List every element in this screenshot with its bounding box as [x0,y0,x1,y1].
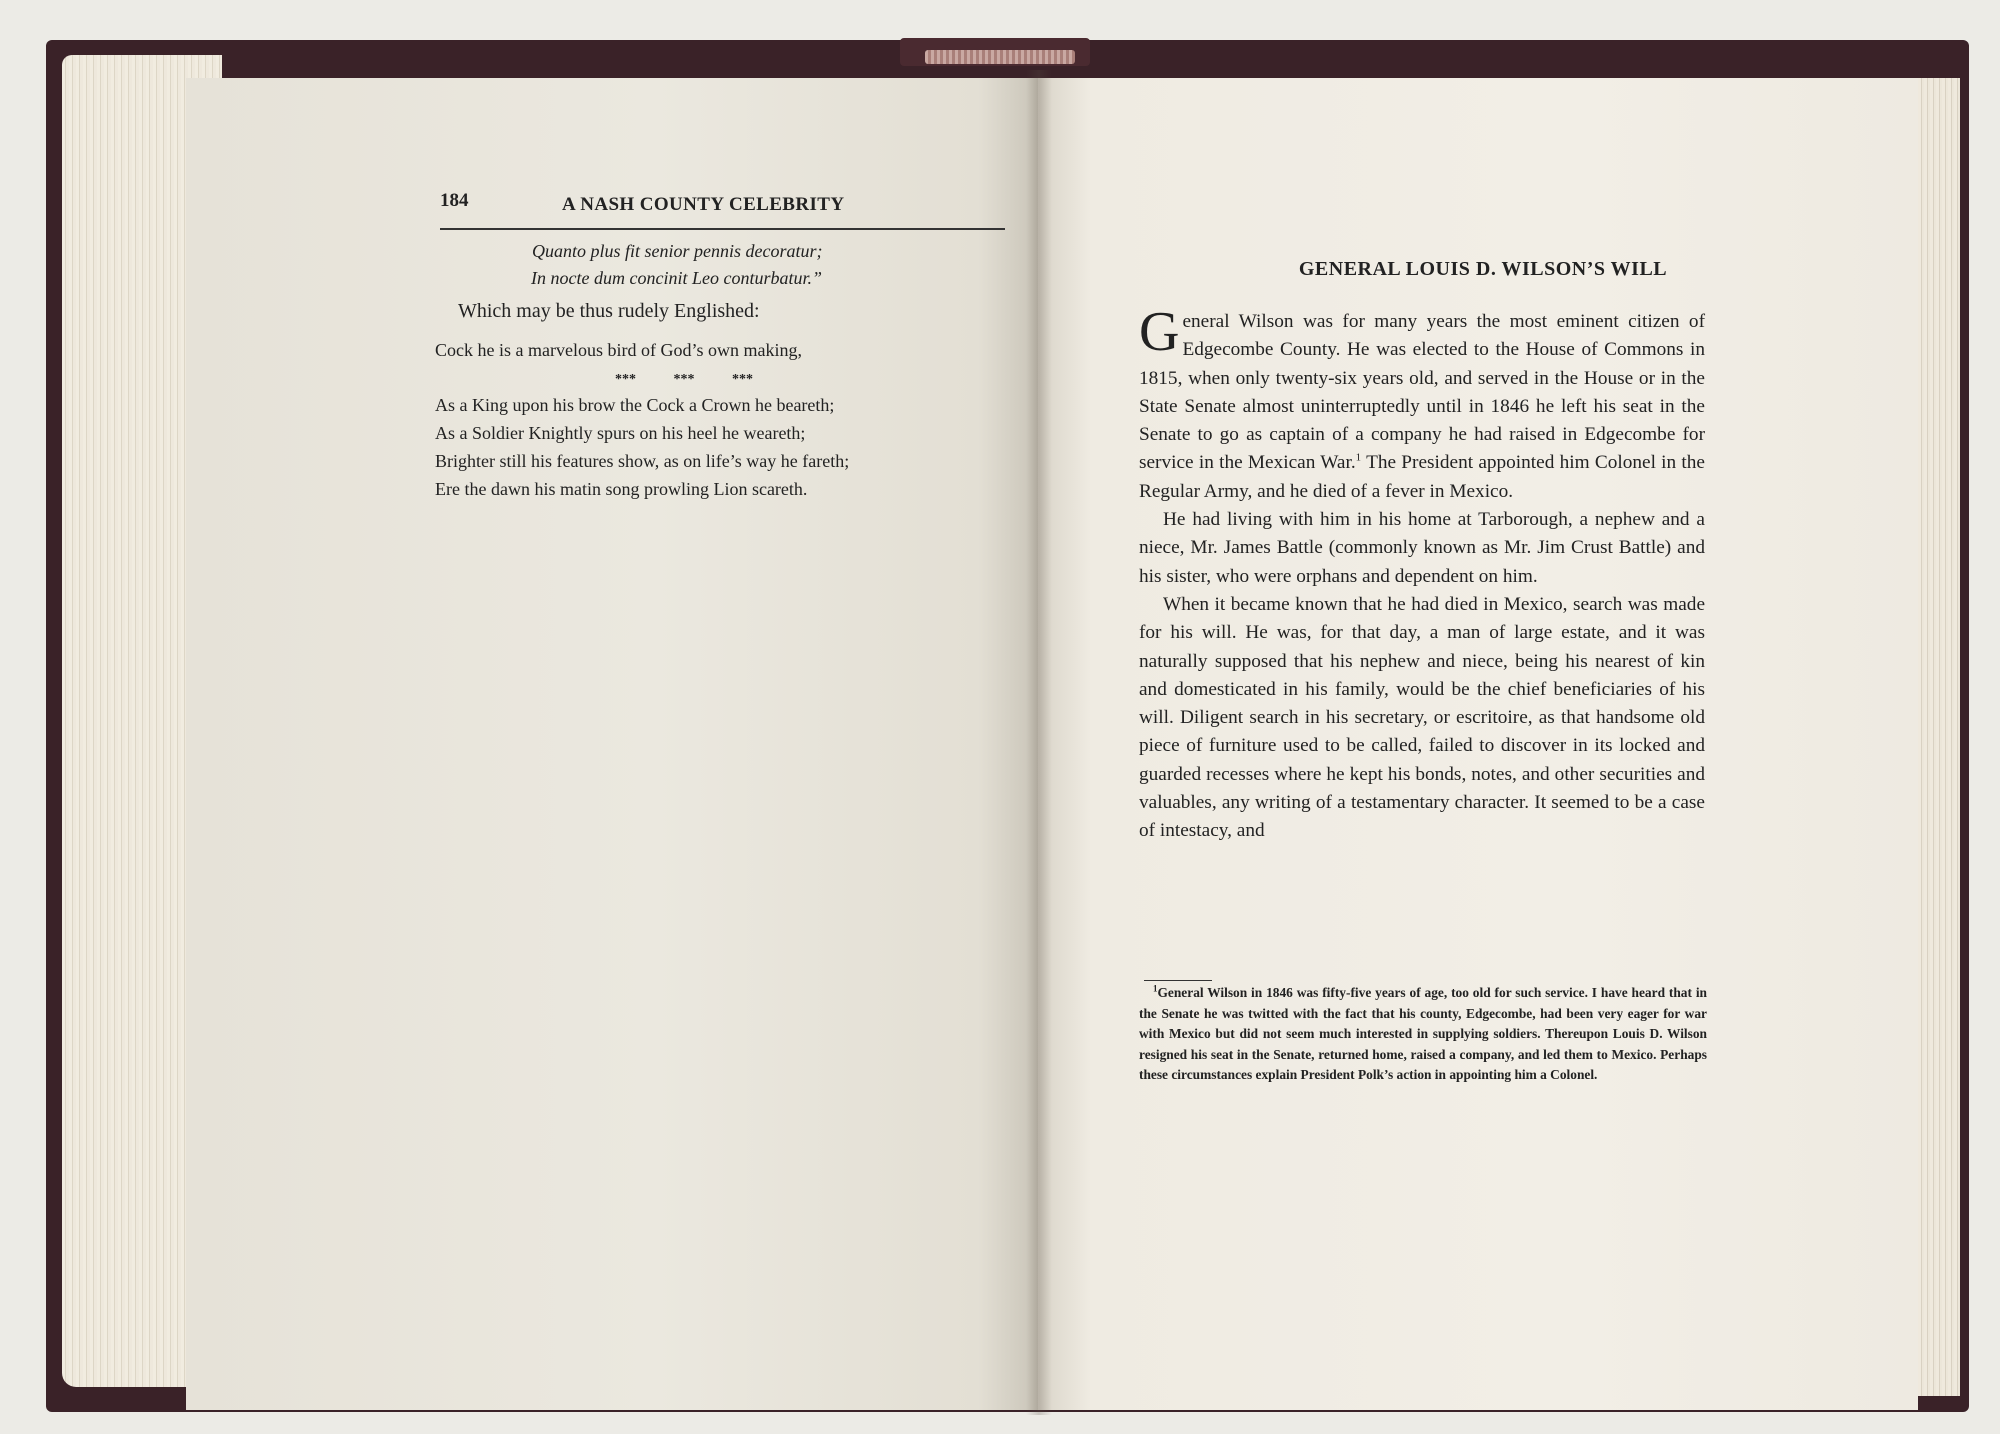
headband [925,50,1075,64]
gutter-shadow [1026,70,1052,1415]
paragraph-text: eneral Wilson was for many years the most eminent citizen of Edgecombe County. He was elected to the House of Commons in 1815, when only twenty-six years old, and served in the House or in the State Senate almost uninterruptedly until in 1846 he left his seat in the Senate to go as captain of a company he had raised in Edgecombe for service in the Mexican War. [1139,311,1705,474]
poem-line: As a Soldier Knightly spurs on his heel he weareth; [435,423,806,443]
poem-line: Brighter still his features show, as on life’s way he fareth; [435,451,850,471]
paragraph: He had living with him in his home at Tarborough, a nephew and a niece, Mr. James Battle (commonly known as Mr. Jim Crust Battle) and his sister, who were orphans and dependent on him. [1139,509,1705,587]
latin-verse [532,238,1012,292]
latin-line: Quanto plus fit senior pennis decoratur; [532,241,823,261]
footnote [1139,983,1707,1086]
chapter-body [1139,301,1705,846]
poem-line: As a King upon his brow the Cock a Crown he beareth; [435,395,835,415]
page-number: 184 [440,190,469,211]
poem-line: Ere the dawn his matin song prowling Lion scareth. [435,479,808,499]
intro-line: Which may be thus rudely Englished: [458,300,760,322]
footnote-reference: 1 [1355,452,1362,465]
footnote-text: General Wilson in 1846 was fifty-five years of age, too old for such service. I have heard that in the Senate he was twitted with the fact that his county, Edgecombe, had been very eager for war with Mexico but did not seem much interested in supplying soldiers. Thereupon Louis D. Wilson resigned his seat in the Senate, returned home, raised a company, and led them to Mexico. Perhaps these circumstances explain President Polk’s action in appointing him a Colonel. [1139,985,1707,1082]
drop-cap: G [1139,301,1180,363]
footnote-rule [1144,980,1212,981]
latin-line: In nocte dum concinit Leo conturbatur.” [531,268,822,288]
chapter-title: GENERAL LOUIS D. WILSON’S WILL [1298,258,1668,280]
verse-separator: *** *** *** [615,372,753,387]
running-title: A NASH COUNTY CELEBRITY [562,194,845,215]
paragraph-text: The President appointed him Colonel in the Regular Army, and he died of a fever in Mexico. [1139,452,1705,502]
running-head [440,190,1005,230]
footnote-marker: 1 [1153,983,1158,994]
poem-line: Cock he is a marvelous bird of God’s own making, [435,340,802,360]
paragraph: When it became known that he had died in Mexico, search was made for his will. He was, for that day, a man of large estate, and it was naturally supposed that his nephew and niece, being his nearest of kin and domesticated in his family, would be the chief beneficiaries of his will. Diligent search in his secretary, or escritoire, as that handsome old piece of furniture used to be called, failed to discover in its locked and guarded recesses where he kept his bonds, notes, and other securities and valuables, any writing of a testamentary character. It seemed to be a case of intestacy, and [1139,593,1705,842]
paragraph [1139,301,1705,506]
